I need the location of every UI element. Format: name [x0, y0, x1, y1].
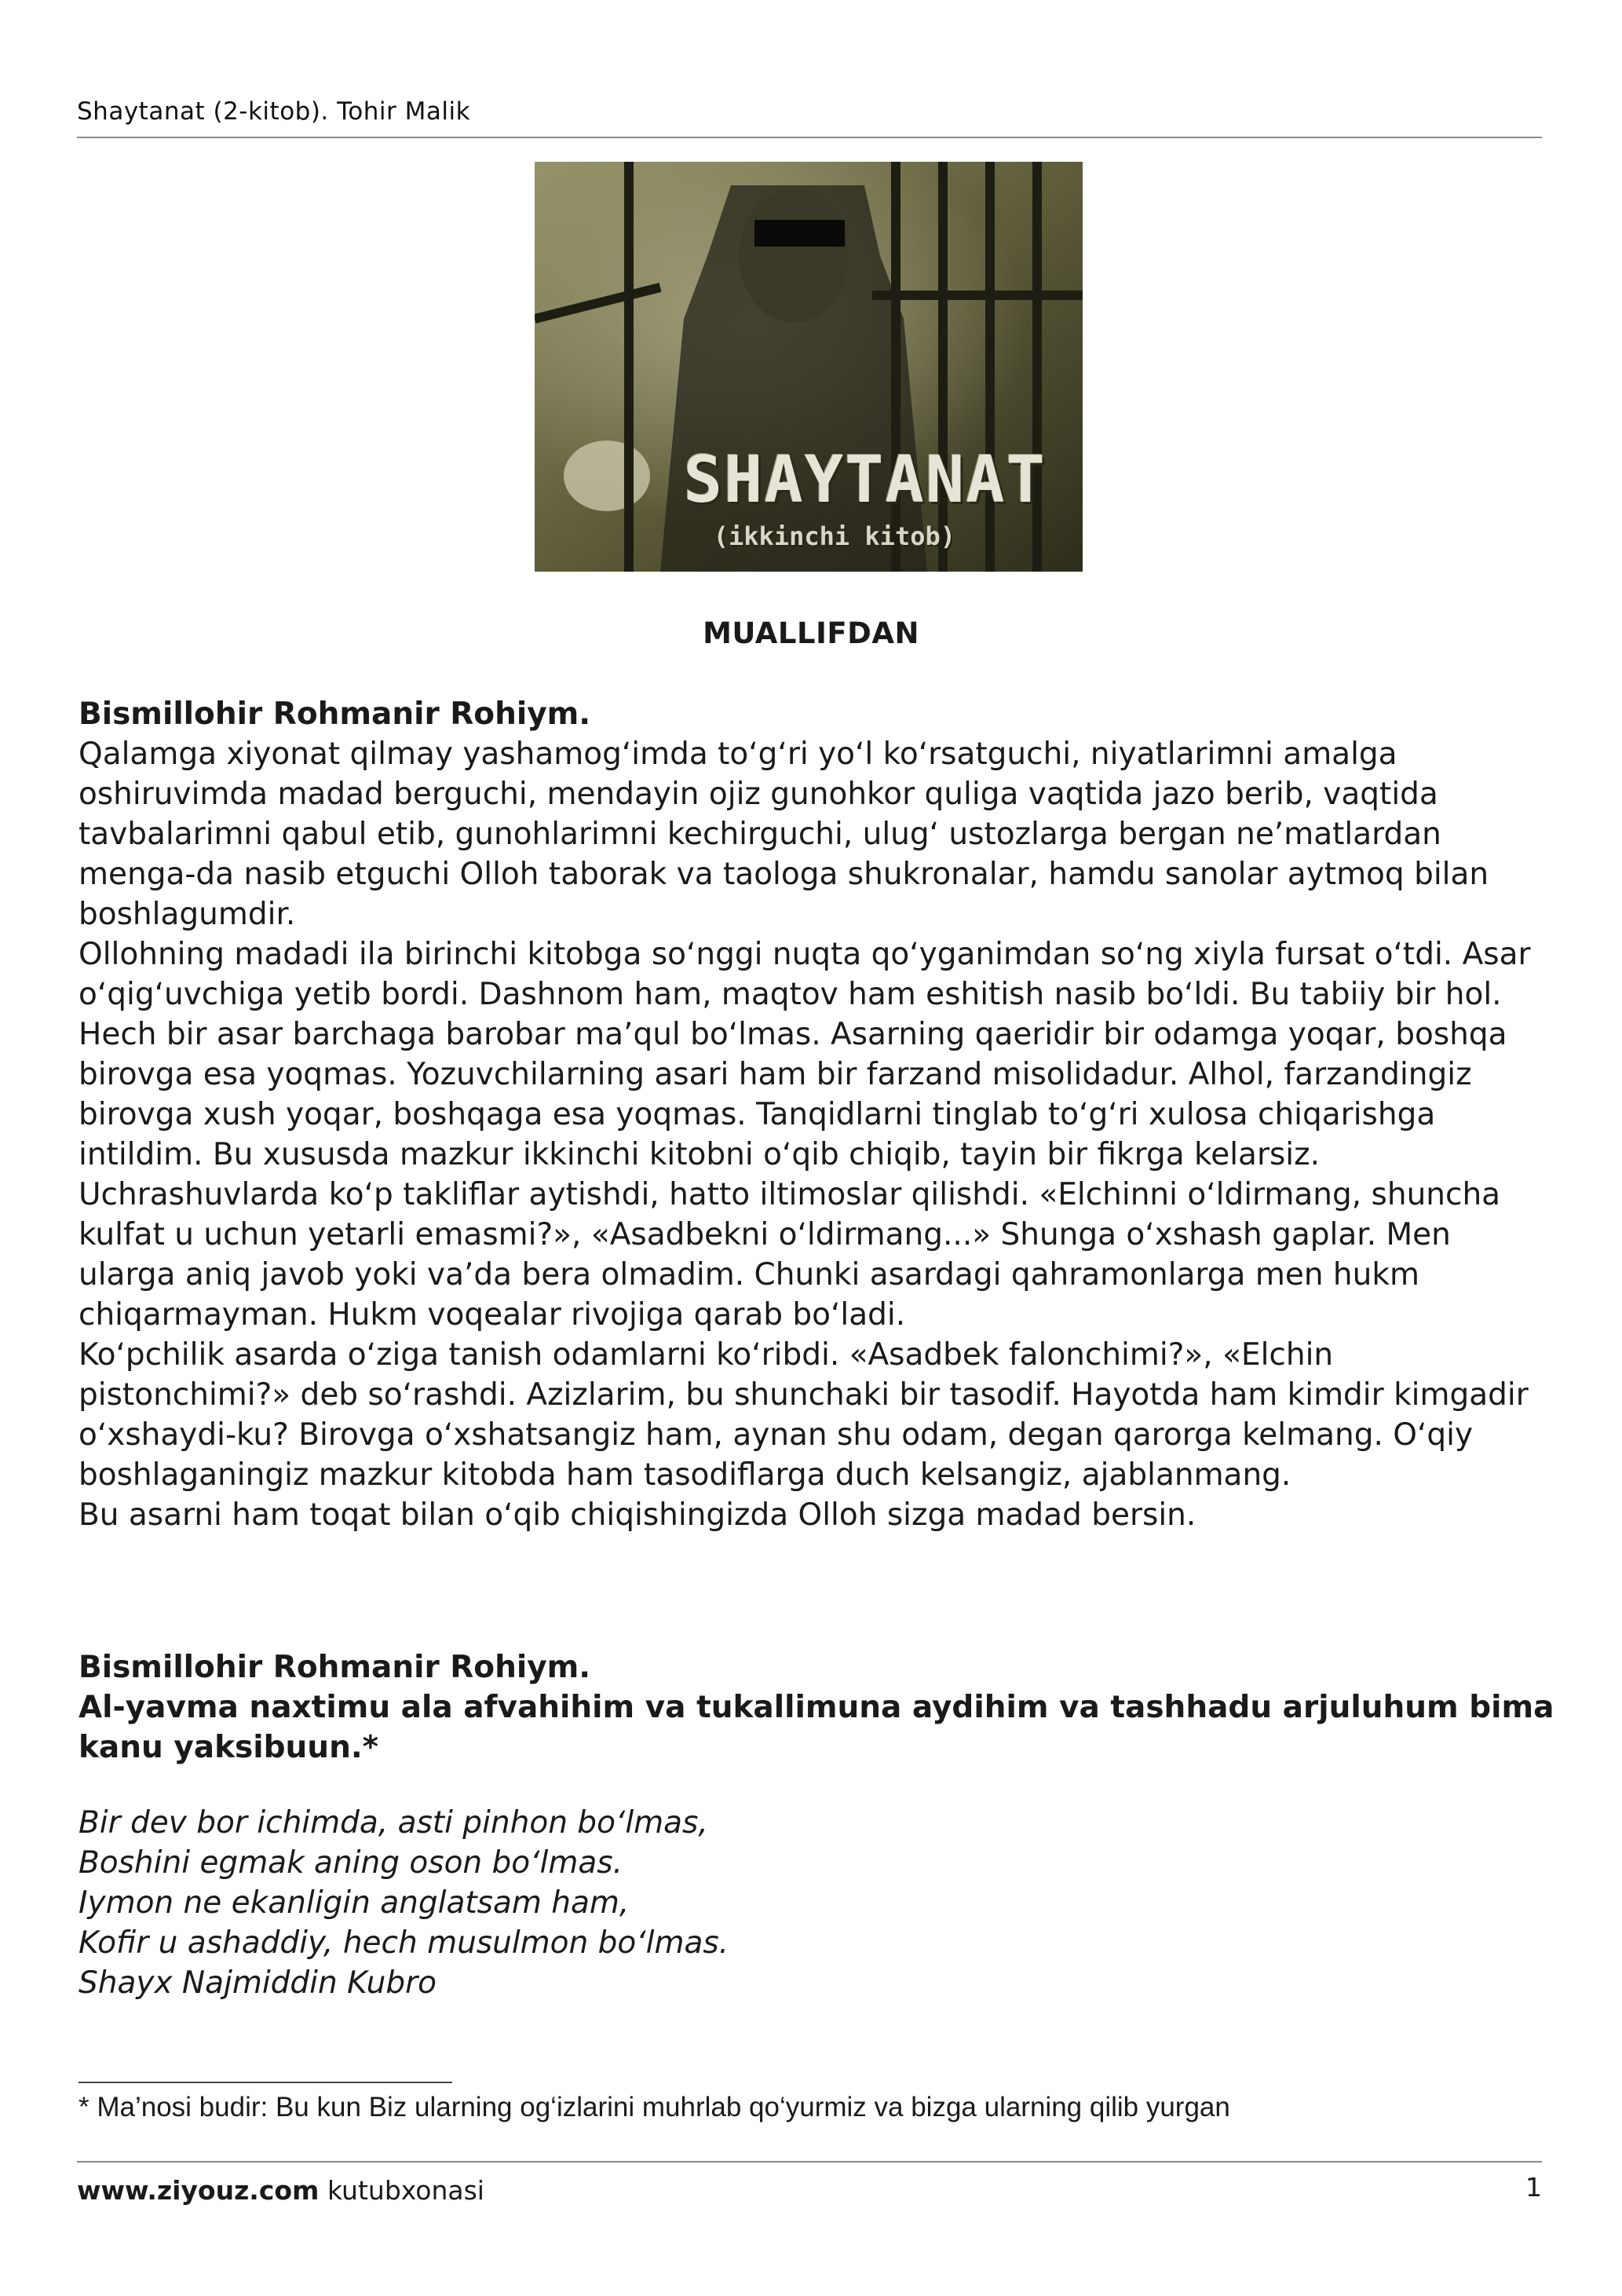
- paragraph: Ko‘pchilik asarda o‘ziga tanish odamlarni ko‘ribdi. «Asadbek falonchimi?», «Elchin pistonchimi?» deb so‘rashdi. Azizlarim, bu shunchaki bir tasodif. Hayotda ham kimdir kimgadir o‘xshaydi-ku? Birovga o‘xshatsangiz ham, aynan shu odam, degan qarorga kelmang. O‘qiy boshlaganingiz mazkur kitobda ham tasodiflarga duch kelsangiz, ajablanmang.: [79, 1337, 1529, 1493]
- paragraph: Ollohning madadi ila birinchi kitobga so‘nggi nuqta qo‘yganimdan so‘ng xiyla fursat o‘tdi. Asar o‘qig‘uvchiga yetib bordi. Dashnom ham, maqtov ham eshitish nasib bo‘ldi. Bu tabiiy bir hol. Hech bir asar barchaga barobar ma’qul bo‘lmas. Asarning qaeridir bir odamga yoqar, boshqa birovga esa yoqmas. Yozuvchilarning asari ham bir farzand misolidadur. Alhol, farzandingiz birovga xush yoqar, boshqaga esa yoqmas. Tanqidlarni tinglab to‘g‘ri xulosa chiqarishga intildim. Bu xususda mazkur ikkinchi kitobni o‘qib chiqib, tayin bir fikrga kelarsiz.: [79, 937, 1531, 1172]
- poem: [79, 1803, 1554, 2003]
- page-footer: [77, 2161, 1542, 2210]
- poem-author: Shayx Najmiddin Kubro: [79, 1965, 437, 2001]
- cover-title: SHAYTANAT: [683, 443, 1047, 517]
- footer-source: [77, 2175, 484, 2206]
- paragraph: Uchrashuvlarda ko‘p takliflar aytishdi, hatto iltimoslar qilishdi. «Elchinni o‘ldirmang, shuncha kulfat u uchun yetarli emasmi?», «Asadbekni o‘ldirmang...» Shunga o‘xshash gaplar. Men ularga aniq javob yoki va’da bera olmadim. Chunki asardagi qahramonlarga men hukm chiqarmayman. Hukm voqealar rivojiga qarab bo‘ladi.: [79, 1177, 1501, 1333]
- poem-line: Bir dev bor ichimda, asti pinhon bo‘lmas,: [79, 1805, 708, 1841]
- page-header: [77, 93, 1542, 138]
- cover-image: [535, 162, 1083, 572]
- poem-line: Kofir u ashaddiy, hech musulmon bo‘lmas.: [79, 1925, 729, 1961]
- poem-line: Boshini egmak aning oson bo‘lmas.: [79, 1845, 623, 1881]
- cover-subtitle: (ikkinchi kitob): [713, 521, 955, 551]
- epigraph-verse: Al-yavma naxtimu ala afvahihim va tukallimuna aydihim va tashhadu arjuluhum bima kanu yaksibuun.*: [79, 1690, 1554, 1765]
- poem-line: Iymon ne ekanligin anglatsam ham,: [79, 1885, 630, 1921]
- epigraph-bismillah: Bismillohir Rohmanir Rohiym.: [79, 1650, 591, 1685]
- header-title: Shaytanat (2-kitob). Tohir Malik: [77, 97, 471, 126]
- footer-label: kutubxonasi: [327, 2175, 484, 2206]
- intro-section: [79, 694, 1554, 1535]
- bismillah-heading: Bismillohir Rohmanir Rohiym.: [79, 696, 591, 732]
- section-heading: MUALLIFDAN: [703, 616, 919, 650]
- paragraph: Qalamga xiyonat qilmay yashamog‘imda to‘g‘ri yo‘l ko‘rsatguchi, niyatlarimni amalga oshiruvimda madad berguchi, mendayin ojiz gunohkor quliga vaqtida jazo berib, vaqtida tavbalarimni qabul etib, gunohlarimni kechirguchi, ulug‘ ustozlarga bergan ne’matlardan menga-da nasib etguchi Olloh taborak va taologa shukronalar, hamdu sanolar aytmoq bilan boshlagumdir.: [79, 737, 1489, 932]
- page-number: 1: [1525, 2172, 1542, 2203]
- paragraph: Bu asarni ham toqat bilan o‘qib chiqishingizda Olloh sizga madad bersin.: [79, 1497, 1196, 1533]
- footnote-divider: [79, 2082, 452, 2083]
- epigraph-section: [79, 1647, 1554, 1768]
- footer-site-link[interactable]: www.ziyouz.com: [77, 2175, 320, 2206]
- footnote: * Ma’nosi budir: Bu kun Biz ularning og‘izlarini muhrlab qo‘yurmiz va bizga ularning qilib yurgan: [79, 2092, 1230, 2122]
